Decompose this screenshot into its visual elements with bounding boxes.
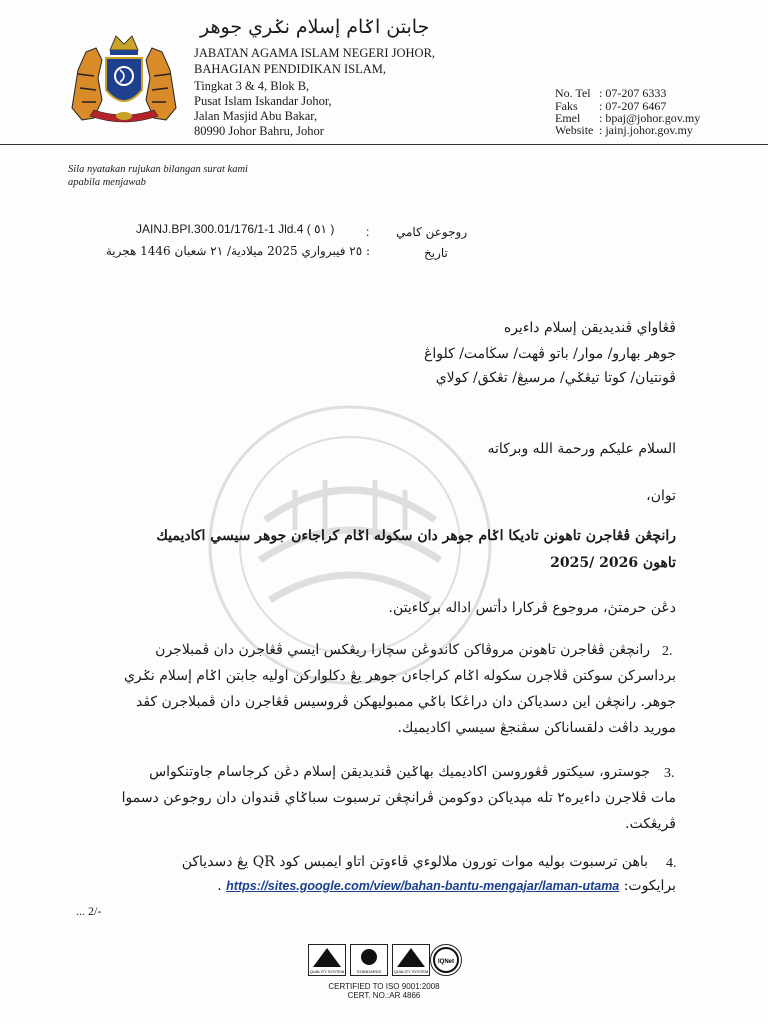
greeting: السلام عليكم ورحمة الله وبركاته <box>487 441 676 457</box>
quality-system-icon <box>309 945 345 975</box>
recipient-line: ڤونتيان/ كوتا تيڠݢي/ مرسيڠ/ تڠكق/ كولاي <box>435 370 676 386</box>
recipient-line: ڤڠاواي ڤنديديقن إسلام داءيره <box>503 320 676 336</box>
header-divider <box>0 144 768 145</box>
cert-statement: CERTIFIED TO ISO 9001:2008 <box>328 982 440 991</box>
paragraph-number: 3. <box>664 766 675 781</box>
paragraph-number: 2. <box>662 644 673 659</box>
date-value: : ٢٥ فيبرواري 2025 ميلادية/ ٢١ شعبان 1446 هجرية <box>105 244 370 258</box>
paragraph-line-with-link <box>217 878 676 894</box>
cert-badge <box>308 944 346 976</box>
contact-fax: Faks : 07-207 6467 <box>555 99 667 113</box>
subject-line: رانچڠن ڤڠاجرن تاهونن تاديكا اݢام جوهر دان سكوله اݢام كراجاءن جوهر سيسي اكاديميك <box>156 528 676 544</box>
paragraph-line: جوسترو، سيكتور ڤڠوروسن اكاديميك بهاݢين ڤنديديقن إسلام دڠن كرجاسام جاوتنكواس <box>149 764 650 780</box>
paragraph-line: موريد داڤت دلقساناكن سڤنجڠ سيسي اكاديميك. <box>397 720 676 736</box>
bahan-bantu-link[interactable]: https://sites.google.com/view/bahan-bantu-mengajar/laman-utama <box>226 879 620 893</box>
agency-line: 80990 Johor Bahru, Johor <box>194 124 324 138</box>
cert-badge <box>350 944 388 976</box>
johor-crest-logo <box>68 30 180 126</box>
paragraph-line: ڤريڠكت. <box>625 816 676 832</box>
paragraph-line: برداسركن سوكتن ڤلاجرن سكوله اݢام كراجاءن جوهر يڠ دكلواركن اوليه جابتن اݢام إسلام نݢري <box>123 668 676 684</box>
contact-phone: No. Tel : 07-207 6333 <box>555 86 667 100</box>
paragraph-suffix: . <box>217 878 222 894</box>
reference-label: روجوعن كامي <box>396 225 468 239</box>
recipient-line: جوهر بهارو/ موار/ باتو ڤهت/ سڬامت/ كلواڠ <box>423 346 676 362</box>
paragraph-line: مات ڤلاجرن داءيره٢ تله مپدياكن دوكومن ڤرانچڠن ترسبوت سباݢاي ڤندوان دان روجوعن دسموا <box>121 790 676 806</box>
salutation: توان، <box>646 488 676 504</box>
svg-text:QUALITY SYSTEM: QUALITY SYSTEM <box>393 969 429 974</box>
page-number: ... 2/- <box>76 904 102 918</box>
quality-system-icon <box>393 945 429 975</box>
date-label: تاريخ <box>424 246 448 260</box>
reference-note: Sila nyatakan rujukan bilangan surat kami <box>68 164 248 175</box>
cert-badge <box>392 944 430 976</box>
svg-text:IQNet: IQNet <box>437 959 455 965</box>
agency-line: BAHAGIAN PENDIDIKAN ISLAM, <box>194 62 387 76</box>
agency-line: Jalan Masjid Abu Bakar, <box>194 109 318 123</box>
cert-number: CERT. NO.:AR 4866 <box>347 991 421 1000</box>
svg-text:STANDARDS: STANDARDS <box>356 969 382 974</box>
paragraph-prefix: برايكوت: <box>623 878 676 894</box>
opening-paragraph: دڠن حرمتڽ، مروجوع ڤركارا دأتس اداله بركاءيتن. <box>388 600 676 616</box>
iqnet-icon <box>431 945 461 975</box>
agency-name-jawi: جابتن اݢام إسلام نݢري جوهر <box>200 16 430 38</box>
agency-line: JABATAN AGAMA ISLAM NEGERI JOHOR, <box>194 46 436 60</box>
reference-number: JAINJ.BPI.300.01/176/1-1 Jld.4 ( ٥١ ) <box>136 222 335 236</box>
svg-text:QUALITY SYSTEM: QUALITY SYSTEM <box>309 969 345 974</box>
paragraph-line: جوهر. رانچڠن اين دسدياكن دان دراڠكا باݢي ممبوليهكن ڤروسيس ڤڠاجرن دان ڤمبلاجرن كڤد <box>135 694 676 710</box>
paragraph-number: 4. <box>666 856 677 871</box>
standards-icon <box>351 945 387 975</box>
paragraph-line: باهن ترسبوت بوليه موات تورون ملالوءي ڤاءوتن اتاو ايمبس كود QR يڠ دسدياكن <box>181 854 648 870</box>
contact-email: Emel : bpaj@johor.gov.my <box>555 111 701 125</box>
reference-note: apabila menjawab <box>68 177 146 188</box>
cert-badge <box>430 944 462 976</box>
reference-colon: : <box>366 225 370 239</box>
agency-line: Tingkat 3 & 4, Blok B, <box>194 79 310 93</box>
agency-line: Pusat Islam Iskandar Johor, <box>194 94 332 108</box>
subject-line: تاهون 2026 /2025 <box>550 555 676 571</box>
contact-website: Website : jainj.johor.gov.my <box>555 123 693 137</box>
paragraph-line: رانچڠن ڤڠاجرن تاهونن مروڤاكن كاندوڠن سچارا ريڠكس ايسي ڤڠاجرن دان ڤمبلاجرن <box>155 642 650 658</box>
